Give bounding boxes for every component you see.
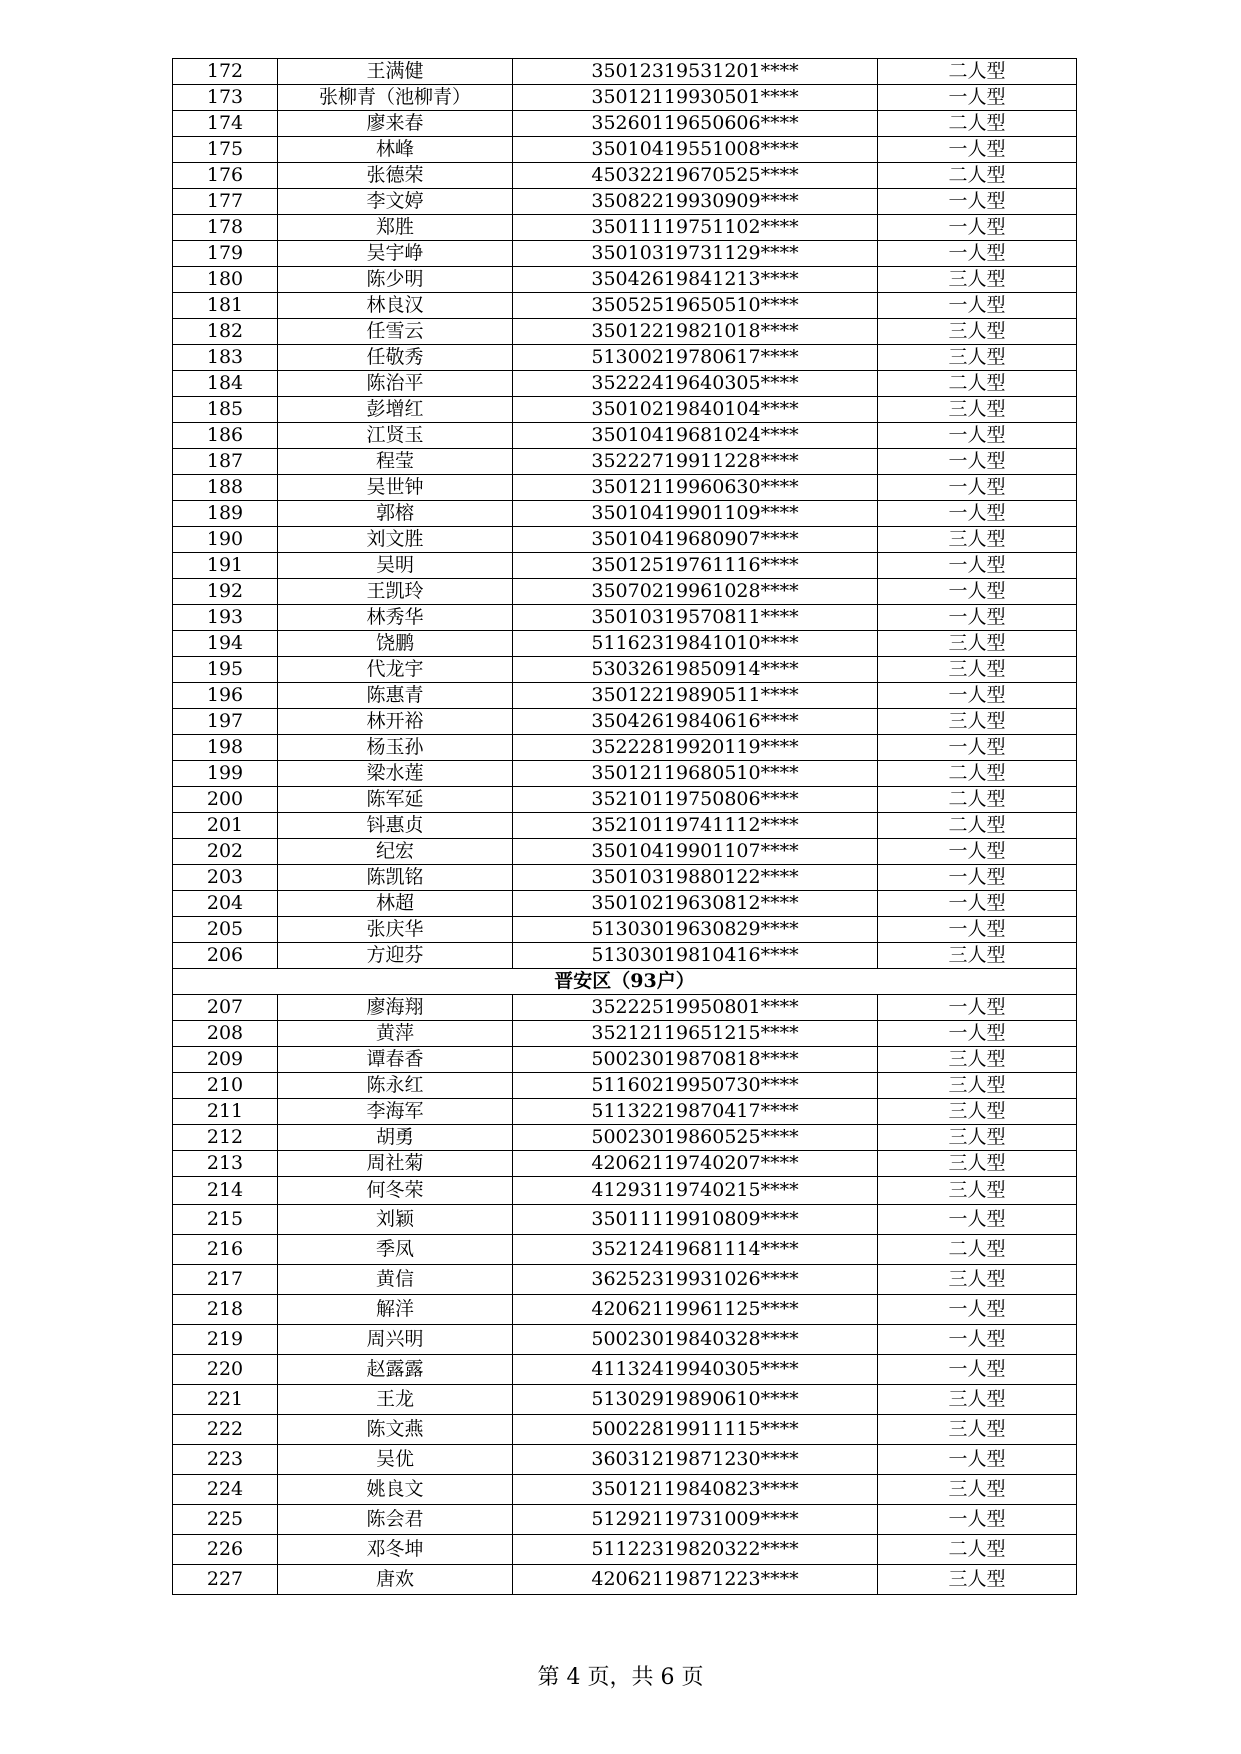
row-name: 陈文燕: [278, 1415, 513, 1445]
row-name: 解洋: [278, 1295, 513, 1325]
table-row: [173, 449, 1077, 475]
row-number: 199: [173, 761, 278, 787]
row-id-number: 35222519950801****: [513, 995, 878, 1021]
row-household-type: 二人型: [878, 813, 1077, 839]
table-row: [173, 1385, 1077, 1415]
row-id-number: 51292119731009****: [513, 1505, 878, 1535]
row-id-number: 35260119650606****: [513, 111, 878, 137]
row-name: 王龙: [278, 1385, 513, 1415]
row-id-number: 51303019630829****: [513, 917, 878, 943]
row-number: 201: [173, 813, 278, 839]
row-id-number: 35010319880122****: [513, 865, 878, 891]
row-name: 周兴明: [278, 1325, 513, 1355]
row-number: 205: [173, 917, 278, 943]
table-row: [173, 501, 1077, 527]
row-household-type: 一人型: [878, 839, 1077, 865]
row-id-number: 35010319570811****: [513, 605, 878, 631]
row-household-type: 一人型: [878, 605, 1077, 631]
row-name: 周社菊: [278, 1151, 513, 1177]
row-id-number: 35012519761116****: [513, 553, 878, 579]
row-id-number: 35042619841213****: [513, 267, 878, 293]
row-number: 197: [173, 709, 278, 735]
row-name: 饶鹏: [278, 631, 513, 657]
row-number: 213: [173, 1151, 278, 1177]
row-name: 彭增红: [278, 397, 513, 423]
table-row: [173, 1535, 1077, 1565]
row-household-type: 一人型: [878, 917, 1077, 943]
row-household-type: 一人型: [878, 1355, 1077, 1385]
table-body-top: [173, 59, 1077, 969]
table-row: [173, 397, 1077, 423]
row-id-number: 35070219961028****: [513, 579, 878, 605]
row-number: 187: [173, 449, 278, 475]
row-name: 代龙宇: [278, 657, 513, 683]
row-household-type: 三人型: [878, 943, 1077, 969]
table-row: [173, 631, 1077, 657]
row-number: 184: [173, 371, 278, 397]
row-number: 191: [173, 553, 278, 579]
row-id-number: 35012119960630****: [513, 475, 878, 501]
row-name: 黄信: [278, 1265, 513, 1295]
row-number: 206: [173, 943, 278, 969]
row-name: 林峰: [278, 137, 513, 163]
row-household-type: 一人型: [878, 501, 1077, 527]
row-household-type: 一人型: [878, 137, 1077, 163]
row-id-number: 51132219870417****: [513, 1099, 878, 1125]
row-id-number: 42062119740207****: [513, 1151, 878, 1177]
table-body-bottom: [173, 995, 1077, 1595]
row-number: 202: [173, 839, 278, 865]
table-row: [173, 1265, 1077, 1295]
row-name: 江贤玉: [278, 423, 513, 449]
row-name: 林开裕: [278, 709, 513, 735]
row-id-number: 36031219871230****: [513, 1445, 878, 1475]
row-name: 李海军: [278, 1099, 513, 1125]
table-row: [173, 319, 1077, 345]
row-number: 175: [173, 137, 278, 163]
row-number: 196: [173, 683, 278, 709]
row-number: 172: [173, 59, 278, 85]
row-name: 季凤: [278, 1235, 513, 1265]
row-name: 吴明: [278, 553, 513, 579]
row-household-type: 三人型: [878, 1265, 1077, 1295]
table-row: [173, 293, 1077, 319]
row-household-type: 三人型: [878, 1151, 1077, 1177]
row-name: 杨玉孙: [278, 735, 513, 761]
table-row: [173, 85, 1077, 111]
row-id-number: 35210119750806****: [513, 787, 878, 813]
table-row: [173, 371, 1077, 397]
row-household-type: 一人型: [878, 995, 1077, 1021]
row-household-type: 一人型: [878, 553, 1077, 579]
row-number: 209: [173, 1047, 278, 1073]
row-id-number: 35010219630812****: [513, 891, 878, 917]
row-number: 203: [173, 865, 278, 891]
section-row: [173, 969, 1077, 995]
row-id-number: 35012119840823****: [513, 1475, 878, 1505]
row-name: 郭榕: [278, 501, 513, 527]
row-household-type: 三人型: [878, 1125, 1077, 1151]
row-id-number: 35222419640305****: [513, 371, 878, 397]
row-number: 178: [173, 215, 278, 241]
row-id-number: 50023019840328****: [513, 1325, 878, 1355]
row-id-number: 35082219930909****: [513, 189, 878, 215]
row-household-type: 一人型: [878, 735, 1077, 761]
row-name: 刘文胜: [278, 527, 513, 553]
row-number: 207: [173, 995, 278, 1021]
table-row: [173, 475, 1077, 501]
table-row: [173, 1021, 1077, 1047]
table-row: [173, 891, 1077, 917]
table-row: [173, 1325, 1077, 1355]
row-household-type: 一人型: [878, 1295, 1077, 1325]
table-row: [173, 423, 1077, 449]
row-id-number: 45032219670525****: [513, 163, 878, 189]
row-number: 225: [173, 1505, 278, 1535]
row-name: 陈少明: [278, 267, 513, 293]
row-number: 188: [173, 475, 278, 501]
row-name: 林超: [278, 891, 513, 917]
row-id-number: 35010419901107****: [513, 839, 878, 865]
row-number: 218: [173, 1295, 278, 1325]
row-name: 陈凯铭: [278, 865, 513, 891]
row-number: 177: [173, 189, 278, 215]
row-name: 邓冬坤: [278, 1535, 513, 1565]
row-id-number: 35012319531201****: [513, 59, 878, 85]
table-row: [173, 59, 1077, 85]
row-number: 204: [173, 891, 278, 917]
row-id-number: 35012219821018****: [513, 319, 878, 345]
table-row: [173, 579, 1077, 605]
row-name: 张德荣: [278, 163, 513, 189]
row-id-number: 50023019860525****: [513, 1125, 878, 1151]
row-number: 214: [173, 1177, 278, 1205]
table-row: [173, 1355, 1077, 1385]
row-name: 赵露露: [278, 1355, 513, 1385]
table-row: [173, 683, 1077, 709]
row-id-number: 35010319731129****: [513, 241, 878, 267]
row-number: 193: [173, 605, 278, 631]
row-id-number: 51160219950730****: [513, 1073, 878, 1099]
page-footer: 第 4 页，共 6 页: [537, 1665, 704, 1690]
row-number: 179: [173, 241, 278, 267]
row-number: 195: [173, 657, 278, 683]
row-household-type: 一人型: [878, 293, 1077, 319]
row-id-number: 42062119871223****: [513, 1565, 878, 1595]
table-row: [173, 215, 1077, 241]
row-household-type: 三人型: [878, 657, 1077, 683]
row-household-type: 一人型: [878, 475, 1077, 501]
row-id-number: 35042619840616****: [513, 709, 878, 735]
row-number: 174: [173, 111, 278, 137]
table-row: [173, 995, 1077, 1021]
row-id-number: 41132419940305****: [513, 1355, 878, 1385]
table-row: [173, 1125, 1077, 1151]
row-name: 谭春香: [278, 1047, 513, 1073]
row-id-number: 35052519650510****: [513, 293, 878, 319]
row-household-type: 二人型: [878, 1235, 1077, 1265]
table-row: [173, 1565, 1077, 1595]
row-name: 钭惠贞: [278, 813, 513, 839]
row-number: 216: [173, 1235, 278, 1265]
row-number: 210: [173, 1073, 278, 1099]
row-number: 222: [173, 1415, 278, 1445]
row-number: 176: [173, 163, 278, 189]
row-name: 林秀华: [278, 605, 513, 631]
row-household-type: 二人型: [878, 1535, 1077, 1565]
row-household-type: 三人型: [878, 397, 1077, 423]
row-name: 任雪云: [278, 319, 513, 345]
row-name: 刘颖: [278, 1205, 513, 1235]
row-name: 廖海翔: [278, 995, 513, 1021]
row-id-number: 35012219890511****: [513, 683, 878, 709]
table-row: [173, 735, 1077, 761]
row-household-type: 一人型: [878, 423, 1077, 449]
row-id-number: 36252319931026****: [513, 1265, 878, 1295]
row-name: 郑胜: [278, 215, 513, 241]
row-id-number: 51122319820322****: [513, 1535, 878, 1565]
row-name: 姚良文: [278, 1475, 513, 1505]
row-name: 梁水莲: [278, 761, 513, 787]
row-household-type: 三人型: [878, 709, 1077, 735]
row-id-number: 35012119930501****: [513, 85, 878, 111]
table-row: [173, 1151, 1077, 1177]
row-id-number: 35222719911228****: [513, 449, 878, 475]
row-id-number: 50023019870818****: [513, 1047, 878, 1073]
table-row: [173, 137, 1077, 163]
row-number: 200: [173, 787, 278, 813]
row-name: 纪宏: [278, 839, 513, 865]
row-id-number: 35010419681024****: [513, 423, 878, 449]
row-household-type: 一人型: [878, 1205, 1077, 1235]
row-name: 张柳青（池柳青）: [278, 85, 513, 111]
row-household-type: 三人型: [878, 1415, 1077, 1445]
table-row: [173, 813, 1077, 839]
row-household-type: 一人型: [878, 891, 1077, 917]
row-number: 217: [173, 1265, 278, 1295]
row-name: 程莹: [278, 449, 513, 475]
row-number: 186: [173, 423, 278, 449]
row-number: 198: [173, 735, 278, 761]
row-number: 185: [173, 397, 278, 423]
row-name: 林良汉: [278, 293, 513, 319]
row-id-number: 50022819911115****: [513, 1415, 878, 1445]
row-id-number: 51162319841010****: [513, 631, 878, 657]
row-household-type: 三人型: [878, 1099, 1077, 1125]
row-id-number: 35012119680510****: [513, 761, 878, 787]
row-household-type: 三人型: [878, 267, 1077, 293]
table-row: [173, 709, 1077, 735]
row-number: 215: [173, 1205, 278, 1235]
row-household-type: 三人型: [878, 1177, 1077, 1205]
row-name: 陈治平: [278, 371, 513, 397]
row-name: 李文婷: [278, 189, 513, 215]
table-row: [173, 1099, 1077, 1125]
row-name: 张庆华: [278, 917, 513, 943]
row-name: 吴世钟: [278, 475, 513, 501]
row-name: 唐欢: [278, 1565, 513, 1595]
row-household-type: 三人型: [878, 1385, 1077, 1415]
row-household-type: 一人型: [878, 215, 1077, 241]
row-household-type: 二人型: [878, 371, 1077, 397]
row-number: 183: [173, 345, 278, 371]
row-household-type: 一人型: [878, 683, 1077, 709]
row-id-number: 35210119741112****: [513, 813, 878, 839]
row-number: 182: [173, 319, 278, 345]
table-row: [173, 345, 1077, 371]
row-id-number: 53032619850914****: [513, 657, 878, 683]
row-household-type: 一人型: [878, 449, 1077, 475]
row-household-type: 一人型: [878, 1021, 1077, 1047]
table-row: [173, 267, 1077, 293]
row-number: 189: [173, 501, 278, 527]
row-id-number: 35212119651215****: [513, 1021, 878, 1047]
row-household-type: 二人型: [878, 59, 1077, 85]
row-name: 任敬秀: [278, 345, 513, 371]
row-household-type: 三人型: [878, 1565, 1077, 1595]
row-number: 211: [173, 1099, 278, 1125]
row-household-type: 一人型: [878, 1325, 1077, 1355]
row-name: 何冬荣: [278, 1177, 513, 1205]
row-household-type: 一人型: [878, 85, 1077, 111]
row-id-number: 51300219780617****: [513, 345, 878, 371]
section-header: [173, 969, 1077, 995]
table-row: [173, 657, 1077, 683]
row-number: 181: [173, 293, 278, 319]
section-title: 晋安区（93户）: [173, 969, 1077, 995]
row-name: 陈惠青: [278, 683, 513, 709]
table-row: [173, 943, 1077, 969]
row-number: 219: [173, 1325, 278, 1355]
row-name: 吴宇峥: [278, 241, 513, 267]
row-name: 王满健: [278, 59, 513, 85]
row-household-type: 一人型: [878, 865, 1077, 891]
row-name: 陈永红: [278, 1073, 513, 1099]
row-household-type: 二人型: [878, 761, 1077, 787]
row-id-number: 42062119961125****: [513, 1295, 878, 1325]
row-household-type: 一人型: [878, 579, 1077, 605]
row-name: 陈会君: [278, 1505, 513, 1535]
row-id-number: 35010419551008****: [513, 137, 878, 163]
table-row: [173, 241, 1077, 267]
row-number: 226: [173, 1535, 278, 1565]
table-row: [173, 553, 1077, 579]
row-id-number: 51303019810416****: [513, 943, 878, 969]
table-row: [173, 865, 1077, 891]
table-row: [173, 1415, 1077, 1445]
row-id-number: 51302919890610****: [513, 1385, 878, 1415]
row-id-number: 35010419680907****: [513, 527, 878, 553]
table-row: [173, 1047, 1077, 1073]
row-number: 194: [173, 631, 278, 657]
row-number: 227: [173, 1565, 278, 1595]
row-household-type: 一人型: [878, 1505, 1077, 1535]
row-id-number: 41293119740215****: [513, 1177, 878, 1205]
row-number: 190: [173, 527, 278, 553]
row-household-type: 一人型: [878, 241, 1077, 267]
table-row: [173, 1205, 1077, 1235]
row-name: 方迎芬: [278, 943, 513, 969]
row-id-number: 35010419901109****: [513, 501, 878, 527]
row-household-type: 二人型: [878, 163, 1077, 189]
row-id-number: 35212419681114****: [513, 1235, 878, 1265]
row-number: 224: [173, 1475, 278, 1505]
table-row: [173, 839, 1077, 865]
row-name: 胡勇: [278, 1125, 513, 1151]
table-row: [173, 1177, 1077, 1205]
row-id-number: 35011119910809****: [513, 1205, 878, 1235]
row-number: 212: [173, 1125, 278, 1151]
row-household-type: 三人型: [878, 1475, 1077, 1505]
row-household-type: 三人型: [878, 319, 1077, 345]
table-row: [173, 1235, 1077, 1265]
row-household-type: 二人型: [878, 787, 1077, 813]
row-household-type: 三人型: [878, 345, 1077, 371]
row-name: 吴优: [278, 1445, 513, 1475]
table-row: [173, 163, 1077, 189]
table-row: [173, 1445, 1077, 1475]
row-household-type: 一人型: [878, 1445, 1077, 1475]
row-id-number: 35222819920119****: [513, 735, 878, 761]
row-number: 192: [173, 579, 278, 605]
row-number: 173: [173, 85, 278, 111]
row-id-number: 35011119751102****: [513, 215, 878, 241]
table-row: [173, 527, 1077, 553]
row-household-type: 三人型: [878, 1073, 1077, 1099]
table-row: [173, 787, 1077, 813]
table-row: [173, 1475, 1077, 1505]
row-number: 220: [173, 1355, 278, 1385]
row-id-number: 35010219840104****: [513, 397, 878, 423]
table-row: [173, 1295, 1077, 1325]
table-row: [173, 1073, 1077, 1099]
row-name: 廖来春: [278, 111, 513, 137]
row-name: 黄萍: [278, 1021, 513, 1047]
row-household-type: 一人型: [878, 189, 1077, 215]
row-household-type: 三人型: [878, 527, 1077, 553]
row-household-type: 二人型: [878, 111, 1077, 137]
table-row: [173, 917, 1077, 943]
table-row: [173, 761, 1077, 787]
row-number: 221: [173, 1385, 278, 1415]
table-row: [173, 605, 1077, 631]
table-row: [173, 111, 1077, 137]
table-row: [173, 189, 1077, 215]
row-number: 223: [173, 1445, 278, 1475]
row-household-type: 三人型: [878, 1047, 1077, 1073]
row-number: 180: [173, 267, 278, 293]
row-number: 208: [173, 1021, 278, 1047]
row-name: 王凯玲: [278, 579, 513, 605]
row-name: 陈军延: [278, 787, 513, 813]
row-household-type: 三人型: [878, 631, 1077, 657]
table-row: [173, 1505, 1077, 1535]
household-table: [172, 58, 1072, 1595]
